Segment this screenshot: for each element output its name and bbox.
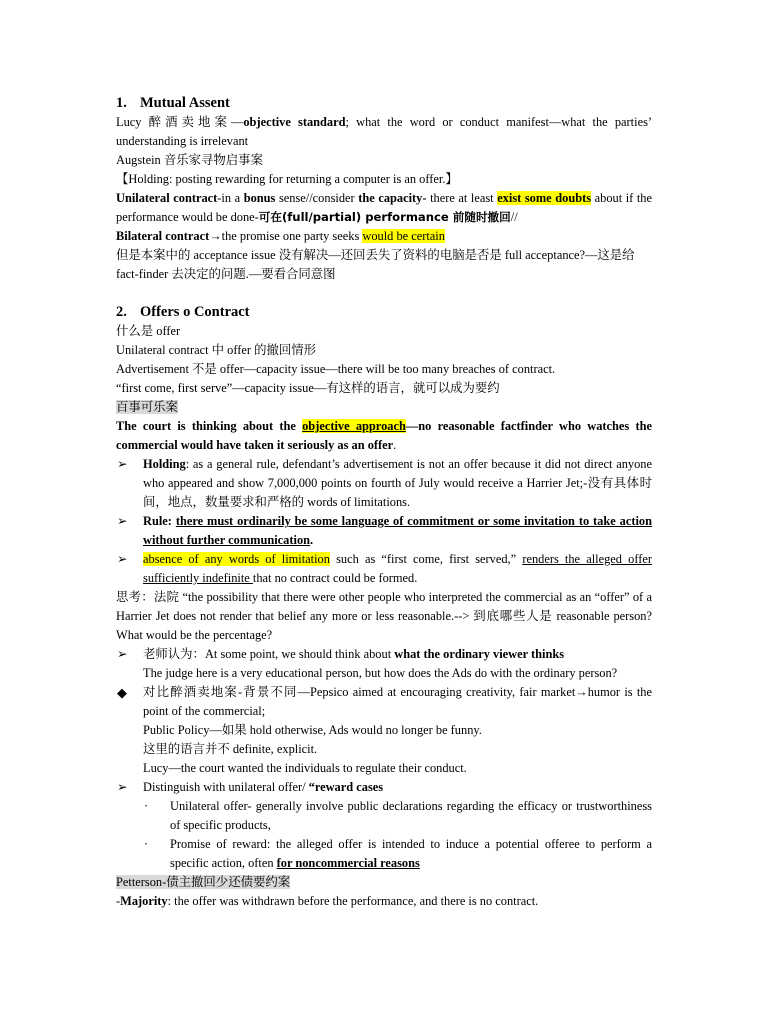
case-heading-pepsi: 百事可乐案 (116, 400, 178, 414)
paragraph-what-is-offer: 什么是 offer (116, 324, 181, 338)
paragraph-lucy: Lucy 醉酒卖地案—objective standard; what the word or conduct manifest—what the parties’ understanding is irrelevant (116, 115, 653, 148)
list-item-words-of-limitation: ➢ absence of any words of limitation such as “first come, first served,” renders the alleged offer sufficiently indefinite that no contract could be formed. (117, 552, 652, 585)
paragraph-objective-approach: The court is thinking about the objective approach—no reasonable factfinder who watches the commercial would have taken it seriously as an offer. (116, 419, 653, 452)
arrow-bullet-icon: ➢ (117, 552, 128, 566)
list-item-holding: ➢ Holding: as a general rule, defendant’s advertisement is not an offer because it did not direct anyone who appeared and show 7,000,000 points on fourth of July would receive a Harrier Jet;-没有具体时间，地点，数量要求和严格的 words of limitations. (117, 457, 652, 509)
list-item-comparison: ◆ 对比醉酒卖地案-背景不同—Pepsico aimed at encouraging creativity, fair market→humor is the point of the commercial; Public Policy—如果 hold otherwise, Ads would no longer be funny. 这里的语言并不 definite, explicit. Lucy—the court wanted the individuals to regulate their conduct. (117, 685, 652, 775)
list-item-rule: ➢ Rule: there must ordinarily be some language of commitment or some invitation to take action without further communication. (117, 514, 653, 547)
paragraph-revocation: Unilateral contract 中 offer 的撤回情形 (116, 343, 317, 357)
case-heading-petterson: Petterson-债主撤回少还债要约案 (116, 875, 291, 889)
paragraph-majority: -Majority: the offer was withdrawn before the performance, and there is no contract. (116, 894, 539, 908)
paragraph-advertisement: Advertisement 不是 offer—capacity issue—there will be too many breaches of contract. (116, 362, 556, 376)
section-heading-mutual-assent: 1. Mutual Assent (116, 95, 230, 111)
list-item-teacher-view: ➢ 老师认为：At some point, we should think about what the ordinary viewer thinks The judge here is a very educational person, but how does the Ads do with the ordinary person? (117, 647, 618, 680)
arrow-right-icon: → (575, 685, 588, 699)
section-heading-offers: 2. Offers o Contract (116, 304, 250, 320)
paragraph-acceptance-issue: 但是本案中的 acceptance issue 没有解决—还回丢失了资料的电脑是否是 full acceptance?—这是给 fact-finder 去决定的问题.—要看合同意图 (116, 248, 635, 281)
arrow-bullet-icon: ➢ (117, 780, 128, 794)
sub-item-promise-of-reward: · Promise of reward: the alleged offer is intended to induce a potential offeree to perform a specific action, often for noncommercial reasons (144, 837, 652, 870)
arrow-bullet-icon: ➢ (117, 514, 128, 528)
paragraph-unilateral-contract: Unilateral contract-in a bonus sense//consider the capacity- there at least exist some doubts about if the performance would be done-可在(full/partial) performance 前随时撤回// (116, 191, 652, 224)
dot-bullet-icon: · (144, 799, 149, 813)
paragraph-reflection: 思考：法院 “the possibility that there were other people who interpreted the commercial as an “offer” of a Harrier Jet does not render that belief any more or less reasonable.--> 到底哪些人是 reasonable person? What would be the percentage? (116, 590, 652, 642)
paragraph-holding: 【Holding: posting rewarding for returning a computer is an offer.】 (116, 172, 458, 186)
diamond-bullet-icon: ◆ (117, 685, 127, 700)
arrow-bullet-icon: ➢ (117, 457, 128, 471)
paragraph-bilateral-contract: Bilateral contract→the promise one party seeks would be certain (116, 229, 445, 243)
paragraph-first-come: “first come, first serve”—capacity issue—有这样的语言，就可以成为要约 (116, 381, 500, 395)
document-body (116, 94, 652, 911)
sub-item-unilateral-offer: · Unilateral offer- generally involve public declarations regarding the efficacy or trustworthiness of specific products, (144, 799, 652, 832)
list-item-distinguish: ➢ Distinguish with unilateral offer/ “reward cases (116, 778, 652, 797)
dot-bullet-icon: · (144, 837, 149, 851)
arrow-bullet-icon: ➢ (117, 647, 128, 661)
arrow-right-icon: → (209, 229, 222, 243)
paragraph-augstein: Augstein 音乐家寻物启事案 (116, 153, 263, 167)
